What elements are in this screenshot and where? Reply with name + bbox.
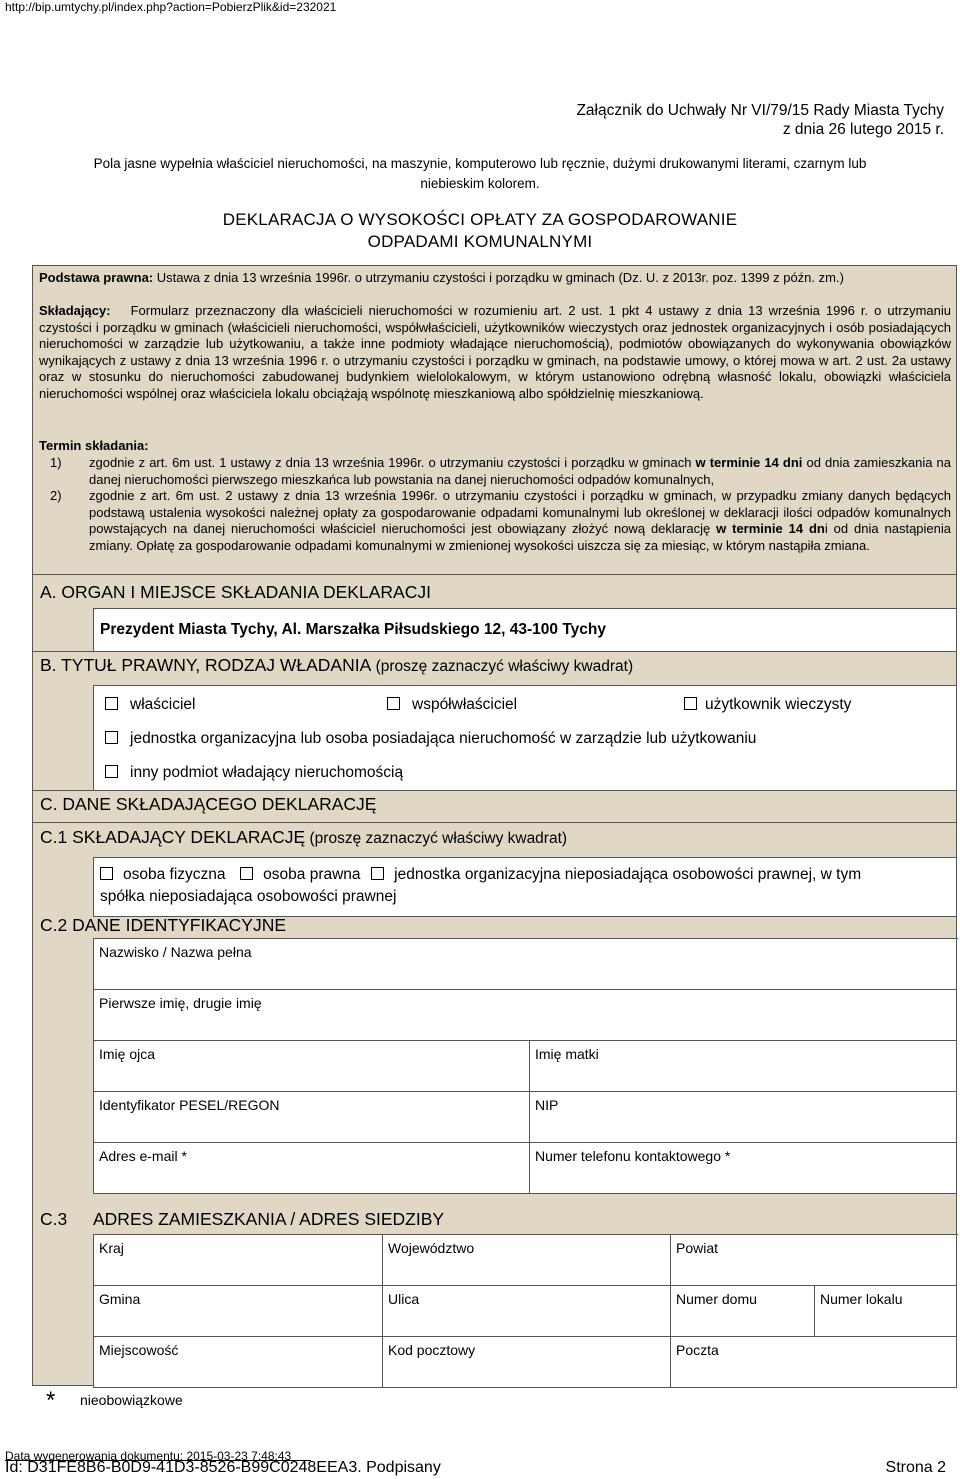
field-commune[interactable] xyxy=(94,1286,383,1337)
option-natural-person[interactable] xyxy=(100,866,226,883)
option-unit-label: jednostka organizacyjna nieposiadająca osobowości prawnej, w tym xyxy=(394,866,862,883)
field-house-number-label: Numer domu xyxy=(676,1291,757,1307)
section-a xyxy=(32,574,957,652)
deadline-item-1-term: w terminie 14 dni xyxy=(695,455,803,470)
field-full-name[interactable] xyxy=(94,939,957,990)
field-house-number[interactable] xyxy=(671,1286,815,1337)
option-organizational-unit-label: jednostka organizacyjna lub osoba posiadająca nieruchomość w zarządzie lub użytkowaniu xyxy=(130,730,757,747)
footnote-text: nieobowiązkowe xyxy=(80,1392,183,1408)
deadline-item-1-number: 1) xyxy=(50,455,62,470)
checkbox-co-owner[interactable] xyxy=(387,697,400,710)
option-perpetual-user-label: użytkownik wieczysty xyxy=(705,696,852,713)
field-city[interactable] xyxy=(94,1337,383,1388)
title-line-1: DEKLARACJA O WYSOKOŚCI OPŁATY ZA GOSPODAROWANIE xyxy=(222,210,738,229)
field-county[interactable] xyxy=(671,1235,957,1286)
field-mother-name-label: Imię matki xyxy=(535,1046,599,1062)
title-line-2: ODPADAMI KOMUNALNYMI xyxy=(367,232,593,251)
field-county-label: Powiat xyxy=(676,1240,719,1256)
field-phone-label: Numer telefonu kontaktowego * xyxy=(535,1148,731,1164)
checkbox-perpetual-user[interactable] xyxy=(684,697,697,710)
option-co-owner[interactable] xyxy=(387,696,517,714)
attachment-line-1: Załącznik do Uchwały Nr VI/79/15 Rady Miasta Tychy xyxy=(576,102,944,119)
deadline-item-1 xyxy=(89,455,951,488)
field-nip-label: NIP xyxy=(535,1097,559,1113)
legal-basis-label: Podstawa prawna: xyxy=(39,270,154,285)
deadline-item-2-text-end: i od dnia nastąpienia zmiany. Opłatę za gospodarowanie odpadami komunalnymi w zmienionej wysokości uiszcza się za miesiąc, w którym nastąpiła zmiana. xyxy=(89,521,951,553)
field-post-office-label: Poczta xyxy=(676,1342,719,1358)
option-other-entity-label: inny podmiot władający nieruchomością xyxy=(130,764,404,781)
field-mother-name[interactable] xyxy=(530,1041,957,1092)
field-city-label: Miejscowość xyxy=(99,1342,179,1358)
option-owner[interactable] xyxy=(105,696,195,714)
option-other-entity[interactable] xyxy=(105,764,403,782)
c1-hint: (proszę zaznaczyć właściwy kwadrat) xyxy=(305,830,568,847)
field-pesel-regon-label: Identyfikator PESEL/REGON xyxy=(99,1097,280,1113)
c3-number: C.3 xyxy=(40,1209,68,1229)
option-unit-without-legal-personality[interactable] xyxy=(371,866,861,883)
option-owner-label: właściciel xyxy=(130,696,196,713)
section-b xyxy=(32,651,957,791)
deadline-item-2-number: 2) xyxy=(50,488,62,503)
field-nip[interactable] xyxy=(530,1092,957,1143)
section-b-heading: B. TYTUŁ PRAWNY, RODZAJ WŁADANIA xyxy=(40,655,372,675)
generation-date: Data wygenerowania dokumentu: 2015-03-23 7:48:43 xyxy=(5,1449,292,1463)
field-postcode-label: Kod pocztowy xyxy=(388,1342,476,1358)
section-c-title: C. DANE SKŁADAJĄCEGO DEKLARACJĘ xyxy=(40,794,377,814)
field-flat-number[interactable] xyxy=(815,1286,957,1337)
print-url: http://bip.umtychy.pl/index.php?action=PobierzPlik&id=232021 xyxy=(5,0,337,14)
document-id: Id: D31FE8B6-B0D9-41D3-8526-B99C0248EEA3. Podpisany xyxy=(5,1459,441,1476)
field-voivodeship-label: Województwo xyxy=(388,1240,475,1256)
option-perpetual-user[interactable] xyxy=(684,696,851,714)
c3-title: ADRES ZAMIESZKANIA / ADRES SIEDZIBY xyxy=(93,1209,445,1229)
c1-heading: C.1 SKŁADAJĄCY DEKLARACJĘ xyxy=(40,827,306,847)
option-legal-person[interactable] xyxy=(240,866,360,883)
checkbox-owner[interactable] xyxy=(105,697,118,710)
title-options-panel xyxy=(93,685,957,791)
attachment-reference xyxy=(576,101,944,139)
fill-instruction xyxy=(60,154,900,194)
option-natural-person-label: osoba fizyczna xyxy=(123,866,226,883)
field-email[interactable] xyxy=(94,1143,530,1194)
submitter-type-options xyxy=(100,866,861,884)
checkbox-organizational-unit[interactable] xyxy=(105,731,118,744)
submitter-text: Formularz przeznaczony dla właścicieli nieruchomości w rozumieniu art. 2 ust. 1 pkt 4 ustawy z dnia 13 września 1996 r. o utrzymaniu czystości i porządku w gminach (właścicieli nieruchomości, współwłaścicieli, użytkowników wieczystych oraz jednostek organizacyjnych i osób posiadających nieruchomości w zarządzie lub użytkowaniu, a także inne podmioty władające nieruchomością), podmiotów obowiązanych do wykonywania obowiązków wynikających z ustawy z dnia 13 września 1996 r. o utrzymaniu czystości i porządku w gminach, na podstawie umowy, o której mowa w art. 2 ust. 2a ustawy oraz w stosunku do nieruchomości zabudowanej budynkiem wielolokalowym, w którym ustanowiono odrębną własność lokalu, obowiązki właściciela nieruchomości wspólnej oraz właściciela lokalu obciążają wspólnotę mieszkaniową albo spółdzielnię mieszkaniową. xyxy=(39,303,951,401)
deadline-item-1-text: zgodnie z art. 6m ust. 1 ustawy z dnia 13 września 1996r. o utrzymaniu czystości i porządku w gminach xyxy=(89,455,696,470)
field-flat-number-label: Numer lokalu xyxy=(820,1291,903,1307)
option-organizational-unit[interactable] xyxy=(105,730,756,748)
submitter-block xyxy=(39,303,951,402)
deadline-item-1-text-end: od dnia zamieszkania na danej nieruchomości pierwszego mieszkańca lub powstania na danej nieruchomości odpadów komunalnych, xyxy=(89,455,951,487)
field-postcode[interactable] xyxy=(383,1337,671,1388)
field-post-office[interactable] xyxy=(671,1337,957,1388)
checkbox-legal-person[interactable] xyxy=(240,867,253,880)
field-phone[interactable] xyxy=(530,1143,957,1194)
instruction-line-1: Pola jasne wypełnia właściciel nieruchomości, na maszynie, komputerowo lub ręcznie, dużymi drukowanymi literami, czarnym lub xyxy=(93,156,867,171)
field-voivodeship[interactable] xyxy=(383,1235,671,1286)
checkbox-other-entity[interactable] xyxy=(105,765,118,778)
section-b-title xyxy=(40,655,633,676)
field-street-label: Ulica xyxy=(388,1291,420,1307)
field-country-label: Kraj xyxy=(99,1240,124,1256)
page-number: Strona 2 xyxy=(885,1459,946,1476)
c2-title: C.2 DANE IDENTYFIKACYJNE xyxy=(40,915,287,935)
option-legal-person-label: osoba prawna xyxy=(263,866,361,883)
section-c xyxy=(32,790,957,1386)
submitter-label: Składający: xyxy=(39,303,111,318)
section-a-title: A. ORGAN I MIEJSCE SKŁADANIA DEKLARACJI xyxy=(40,582,431,602)
checkbox-unit-without-legal-personality[interactable] xyxy=(371,867,384,880)
legal-basis xyxy=(39,270,949,287)
field-father-name-label: Imię ojca xyxy=(99,1046,156,1062)
section-b-hint: (proszę zaznaczyć właściwy kwadrat) xyxy=(371,658,634,675)
footnote-star: * xyxy=(46,1387,56,1414)
option-co-owner-label: współwłaściciel xyxy=(412,696,518,713)
field-street[interactable] xyxy=(383,1286,671,1337)
submitter-type-panel xyxy=(93,857,957,917)
deadline-label: Termin składania: xyxy=(39,438,149,453)
identification-grid xyxy=(93,938,958,1194)
field-first-names-label: Pierwsze imię, drugie imię xyxy=(99,995,262,1011)
deadline-item-2 xyxy=(89,488,951,554)
field-email-label: Adres e-mail * xyxy=(99,1148,187,1164)
checkbox-natural-person[interactable] xyxy=(100,867,113,880)
deadline-item-2-term: w terminie 14 dn xyxy=(716,521,825,536)
legal-basis-text: Ustawa z dnia 13 września 1996r. o utrzymaniu czystości i porządku w gminach (Dz. U. z 2013r. poz. 1399 z późn. zm.) xyxy=(156,270,844,285)
authority-field[interactable] xyxy=(93,608,957,653)
field-commune-label: Gmina xyxy=(99,1291,141,1307)
legal-info-box xyxy=(32,265,957,575)
section-c-divider xyxy=(33,822,956,823)
attachment-line-2: z dnia 26 lutego 2015 r. xyxy=(782,121,944,138)
authority-value: Prezydent Miasta Tychy, Al. Marszałka Piłsudskiego 12, 43-100 Tychy xyxy=(100,621,606,638)
document-title xyxy=(0,209,960,253)
field-full-name-label: Nazwisko / Nazwa pełna xyxy=(99,944,252,960)
option-unit-label-continued: spółka nieposiadająca osobowości prawnej xyxy=(100,888,397,905)
deadline-item-2-text: zgodnie z art. 6m ust. 2 ustawy z dnia 13 września 1996r. o utrzymaniu czystości i porządku w gminach, w przypadku zmiany danych będących podstawą ustalenia wysokości należnej opłaty za gospodarowanie odpadami komunalnymi lub określonej w deklaracji ilości odpadów komunalnych powstających na danej nieruchomości właściciel nieruchomości jest obowiązany złożyć nową deklarację xyxy=(89,488,951,536)
field-father-name[interactable] xyxy=(94,1041,530,1092)
field-pesel-regon[interactable] xyxy=(94,1092,530,1143)
c1-title xyxy=(40,827,567,848)
address-grid xyxy=(93,1234,958,1388)
field-country[interactable] xyxy=(94,1235,383,1286)
field-first-names[interactable] xyxy=(94,990,957,1041)
instruction-line-2: niebieskim kolorem. xyxy=(420,176,540,191)
